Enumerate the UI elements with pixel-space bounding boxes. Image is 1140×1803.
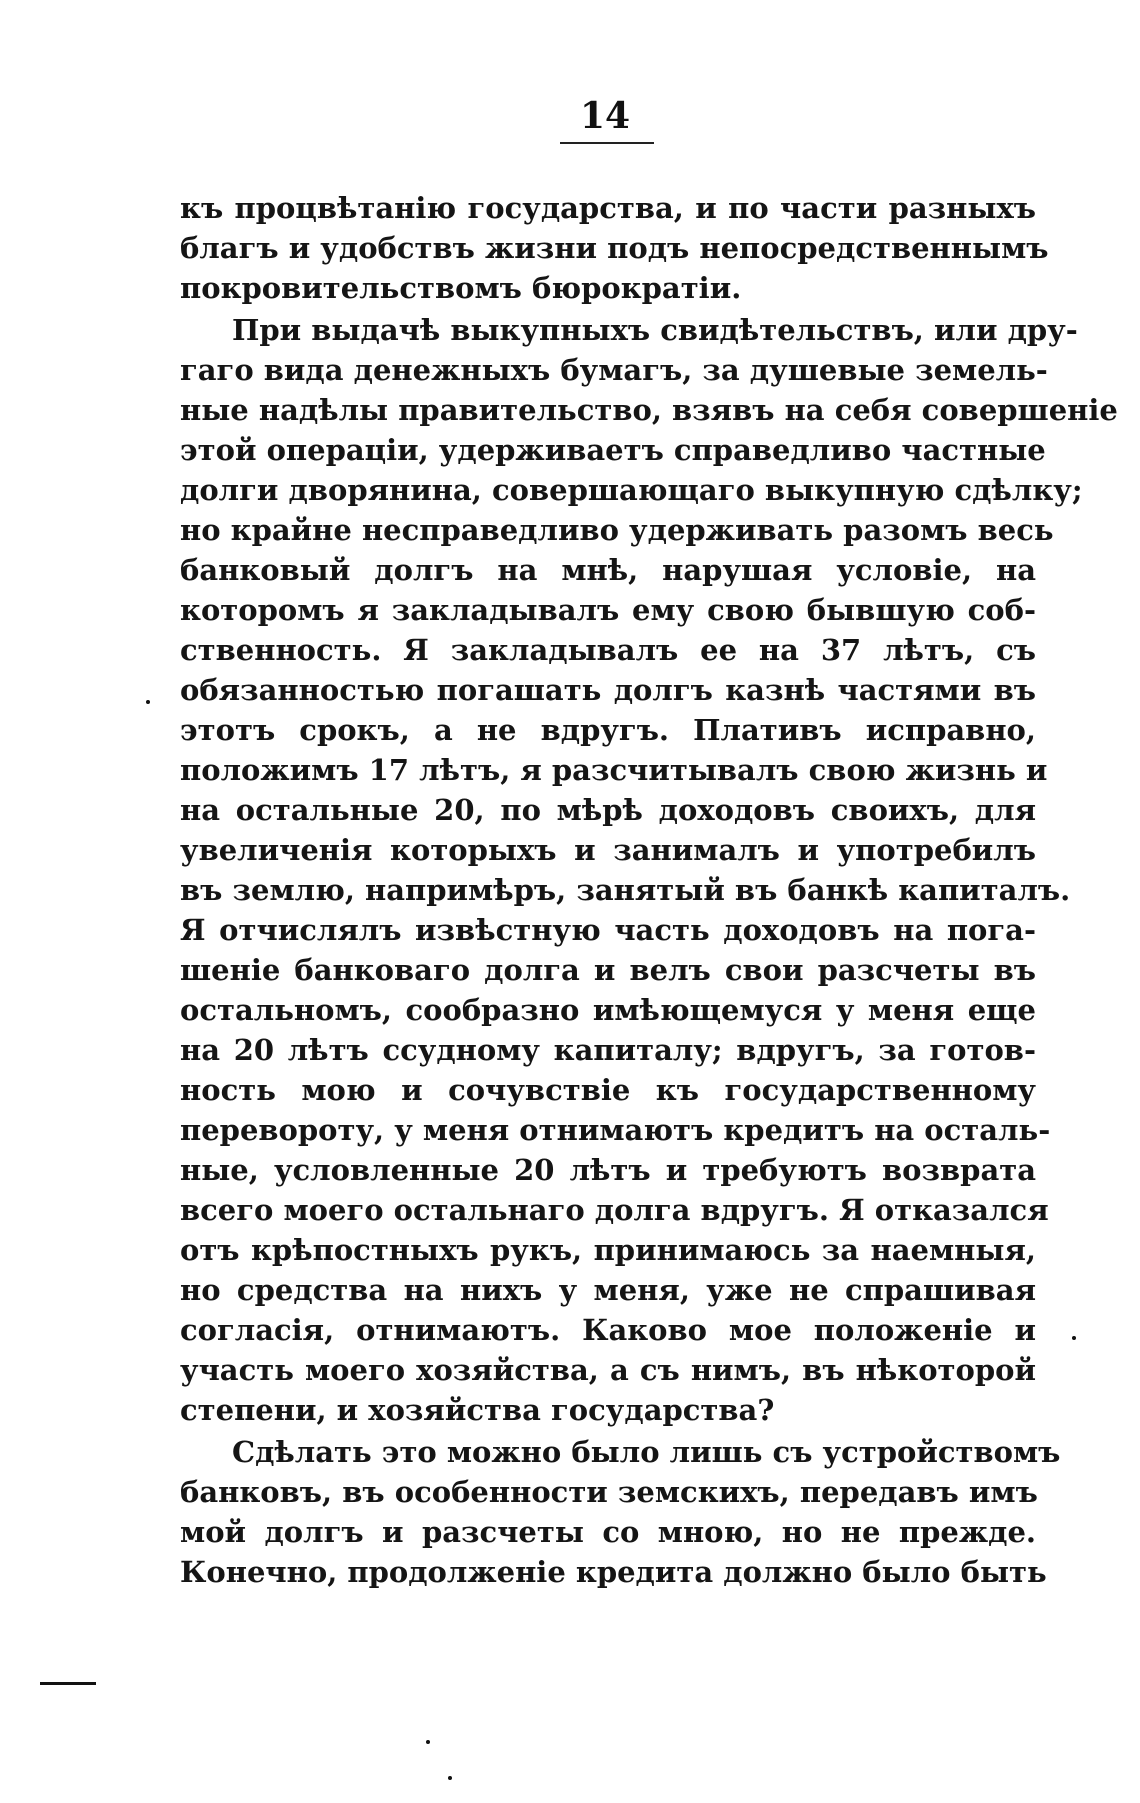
margin-speck [1072, 1336, 1076, 1340]
text-line: но крайне несправедливо удерживать разомъ весь [180, 513, 1054, 547]
text-line: банковъ, въ особенности земскихъ, передавъ имъ [180, 1475, 1038, 1509]
margin-speck [426, 1740, 430, 1744]
margin-scan-mark [40, 1682, 96, 1685]
text-line: покровительствомъ бюрократіи. [180, 271, 742, 305]
text-line: При выдачѣ выкупныхъ свидѣтельствъ, или дру- [232, 313, 1078, 347]
text-line: Сдѣлать это можно было лишь съ устройствомъ [232, 1435, 1061, 1469]
text-line: долги дворянина, совершающаго выкупную сдѣлку; [180, 473, 1083, 507]
text-line: ные надѣлы правительство, взявъ на себя совершеніе [180, 393, 1118, 427]
text-line: Конечно, продолженіе кредита должно было быть [180, 1555, 1047, 1589]
text-line: банковый долгъ на мнѣ, нарушая условіе, на [180, 553, 1036, 587]
text-line: но средства на нихъ у меня, уже не спрашивая [180, 1273, 1036, 1307]
text-line: остальномъ, сообразно имѣющемуся у меня еще [180, 993, 1036, 1027]
page-number: 14 [580, 95, 631, 137]
text-line: участь моего хозяйства, а съ нимъ, въ нѣкоторой [180, 1353, 1036, 1387]
margin-speck [146, 700, 150, 704]
text-line: всего моего остальнаго долга вдругъ. Я отказался [180, 1193, 1049, 1227]
text-line: перевороту, у меня отнимаютъ кредитъ на осталь- [180, 1113, 1051, 1147]
text-line: положимъ 17 лѣтъ, я разсчитывалъ свою жизнь и [180, 753, 1048, 787]
text-line: ственность. Я закладывалъ ее на 37 лѣтъ, съ [180, 633, 1036, 667]
text-line: которомъ я закладывалъ ему свою бывшую соб- [180, 593, 1036, 627]
text-line: этотъ срокъ, а не вдругъ. Плативъ исправно, [180, 713, 1036, 747]
text-line: благъ и удобствъ жизни подъ непосредственнымъ [180, 231, 1049, 265]
text-line: шеніе банковаго долга и велъ свои разсчеты въ [180, 953, 1036, 987]
text-line: въ землю, напримѣръ, занятый въ банкѣ капиталъ. [180, 873, 1071, 907]
text-line: на 20 лѣтъ ссудному капиталу; вдругъ, за готов- [180, 1033, 1036, 1067]
text-line: согласія, отнимаютъ. Каково мое положеніе и [180, 1313, 1036, 1347]
text-line: на остальные 20, по мѣрѣ доходовъ своихъ, для [180, 793, 1036, 827]
text-line: степени, и хозяйства государства? [180, 1393, 775, 1427]
text-line: обязанностью погашать долгъ казнѣ частями въ [180, 673, 1036, 707]
text-line: этой операціи, удерживаетъ справедливо частные [180, 433, 1046, 467]
text-line: отъ крѣпостныхъ рукъ, принимаюсь за наемныя, [180, 1233, 1036, 1267]
text-line: Я отчислялъ извѣстную часть доходовъ на пога- [180, 913, 1036, 947]
text-line: ность мою и сочувствіе къ государственному [180, 1073, 1036, 1107]
text-line: гаго вида денежныхъ бумагъ, за душевые земель- [180, 353, 1048, 387]
text-line: ные, условленные 20 лѣтъ и требуютъ возврата [180, 1153, 1036, 1187]
text-line: мой долгъ и разсчеты со мною, но не прежде. [180, 1515, 1036, 1549]
margin-speck [448, 1776, 452, 1780]
page-number-rule [560, 142, 654, 144]
text-line: къ процвѣтанію государства, и по части разныхъ [180, 191, 1036, 225]
text-line: увеличенія которыхъ и занималъ и употребилъ [180, 833, 1036, 867]
